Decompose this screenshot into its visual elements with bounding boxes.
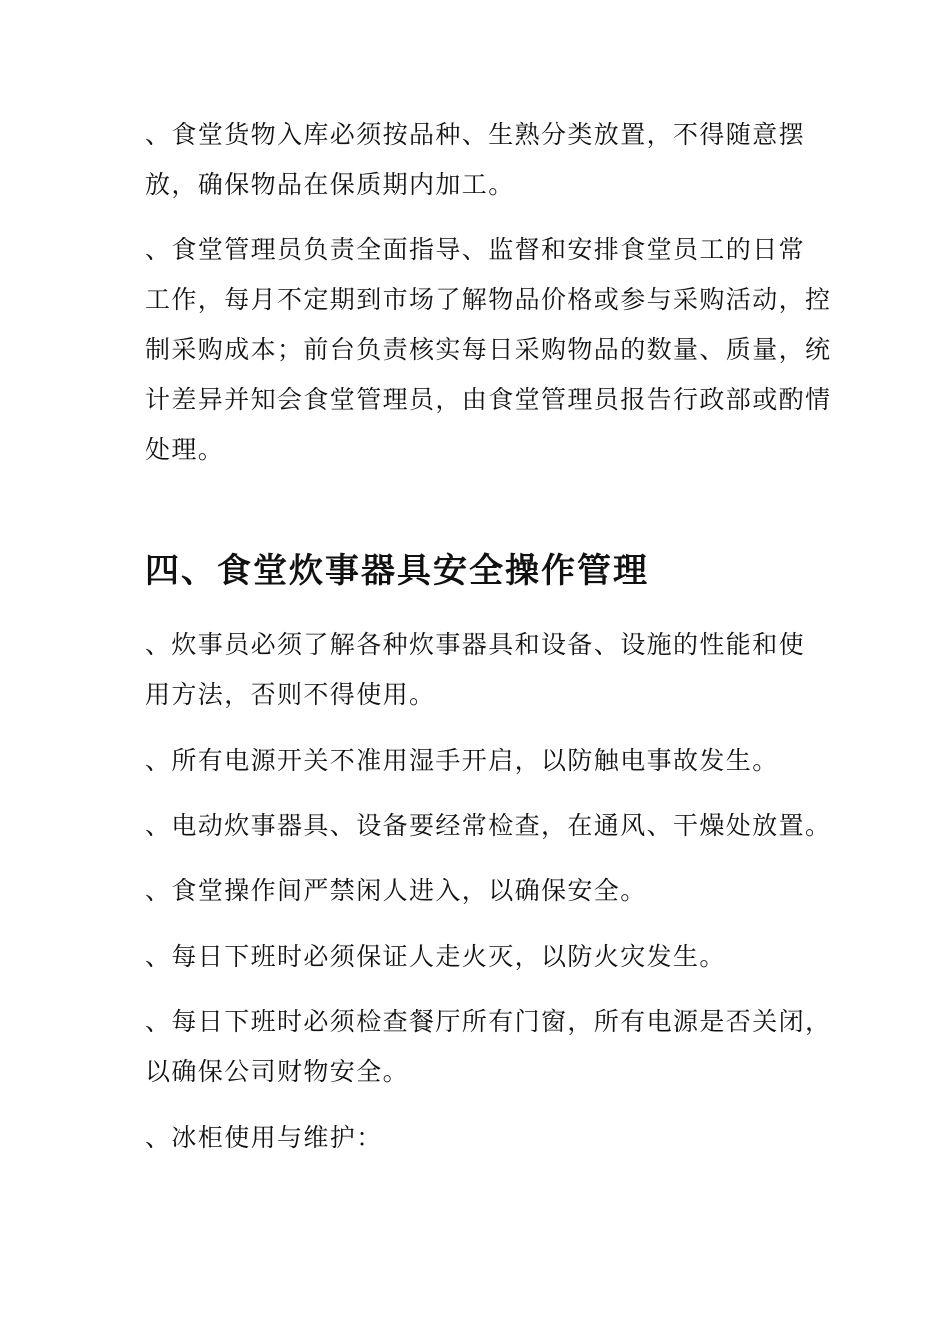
- text-line: 用方法，否则不得使用。: [145, 680, 436, 709]
- paragraph-electric-appliances: [145, 801, 831, 851]
- text-line: 计差异并知会食堂管理员，由食堂管理员报告行政部或酌情: [145, 385, 832, 414]
- paragraph-freezer: [145, 1113, 383, 1163]
- paragraph-equipment-knowledge: [145, 620, 805, 720]
- paragraph-fire-safety: [145, 932, 726, 982]
- section-heading: 四、食堂炊事器具安全操作管理: [145, 551, 649, 591]
- text-line: 放，确保物品在保质期内加工。: [145, 170, 515, 199]
- text-line: 、冰柜使用与维护：: [145, 1123, 383, 1152]
- text-line: 工作，每月不定期到市场了解物品价格或参与采购活动，控: [145, 285, 832, 314]
- text-line: 以确保公司财物安全。: [145, 1057, 410, 1086]
- text-line: 、每日下班时必须检查餐厅所有门窗，所有电源是否关闭，: [145, 1007, 832, 1036]
- text-line: 、所有电源开关不准用湿手开启，以防触电事故发生。: [145, 746, 779, 775]
- paragraph-power-switch: [145, 736, 779, 786]
- text-line: 、食堂货物入库必须按品种、生熟分类放置，不得随意摆: [145, 120, 806, 149]
- text-line: 、食堂管理员负责全面指导、监督和安排食堂员工的日常: [145, 235, 806, 264]
- text-line: 、每日下班时必须保证人走火灭，以防火灾发生。: [145, 942, 726, 971]
- text-line: 制采购成本；前台负责核实每日采购物品的数量、质量，统: [145, 335, 832, 364]
- text-line: 、食堂操作间严禁闲人进入，以确保安全。: [145, 876, 647, 905]
- paragraph-manager-duties: [145, 225, 831, 475]
- paragraph-storage-rules: [145, 110, 805, 210]
- text-line: 、电动炊事器具、设备要经常检查，在通风、干燥处放置。: [145, 811, 832, 840]
- text-line: 、炊事员必须了解各种炊事器具和设备、设施的性能和使: [145, 630, 806, 659]
- paragraph-no-entry: [145, 866, 647, 916]
- paragraph-doors-windows: [145, 997, 831, 1097]
- text-line: 处理。: [145, 435, 225, 464]
